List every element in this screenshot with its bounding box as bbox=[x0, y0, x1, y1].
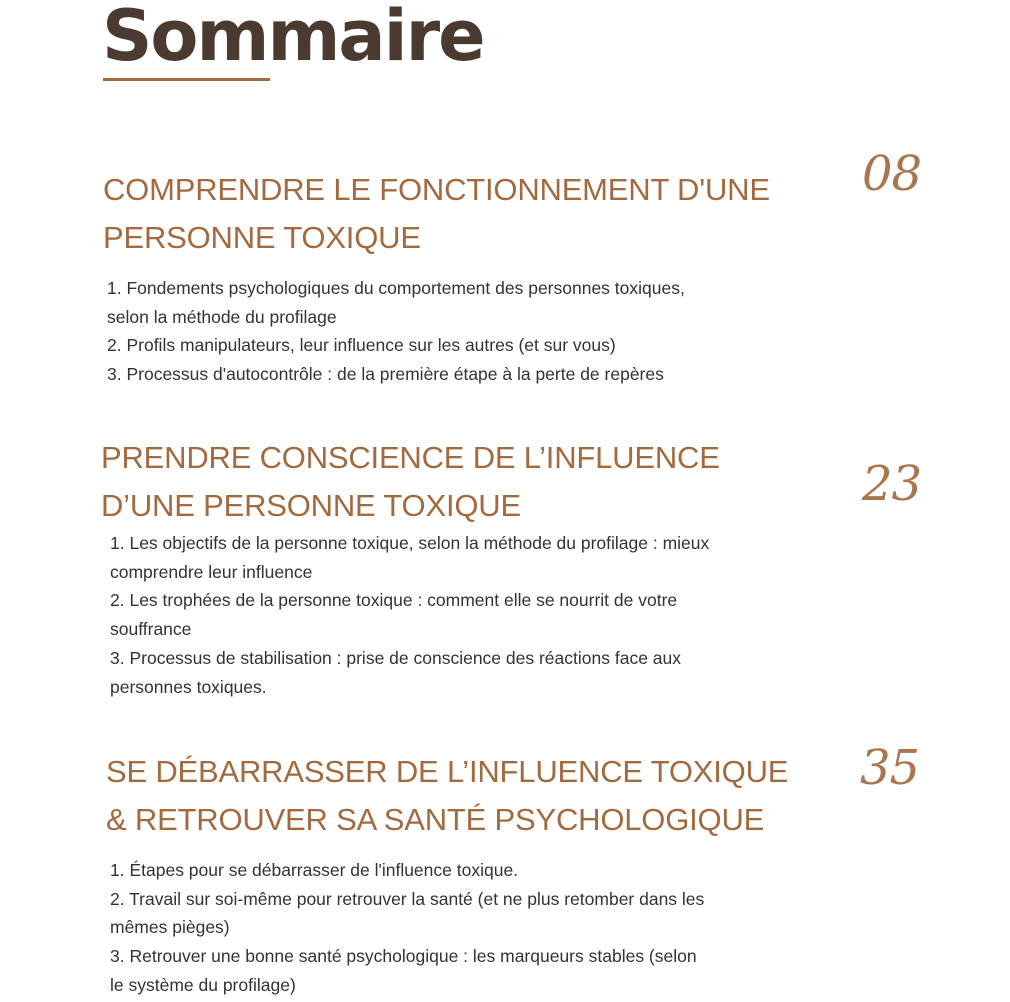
section-2-item-list bbox=[110, 529, 800, 701]
section-1-heading-line-1: COMPRENDRE LE FONCTIONNEMENT D'UNE bbox=[103, 172, 770, 207]
section-2-heading[interactable] bbox=[101, 434, 791, 530]
toc-section-2 bbox=[101, 434, 791, 701]
page-title: Sommaire bbox=[102, 0, 484, 77]
section-1-item-list bbox=[107, 274, 787, 389]
section-1-item-line: 3. Processus d'autocontrôle : de la première étape à la perte de repères bbox=[107, 364, 664, 385]
section-3-item-list bbox=[110, 856, 790, 1000]
section-2-item-line: personnes toxiques. bbox=[110, 676, 267, 697]
title-underline bbox=[103, 78, 270, 81]
section-1-item-line: selon la méthode du profilage bbox=[107, 306, 337, 327]
section-2-item-line: 2. Les trophées de la personne toxique : comment elle se nourrit de votre bbox=[110, 590, 678, 611]
toc-section-1 bbox=[103, 166, 783, 389]
section-1-heading[interactable] bbox=[103, 166, 783, 262]
section-3-item-line: 2. Travail sur soi-même pour retrouver la santé (et ne plus retomber dans les bbox=[110, 888, 705, 909]
section-2-page-number[interactable]: 23 bbox=[862, 456, 922, 512]
section-3-item-line: le système du profilage) bbox=[110, 974, 296, 995]
toc-section-3 bbox=[106, 748, 789, 1000]
section-1-item-line: 2. Profils manipulateurs, leur influence sur les autres (et sur vous) bbox=[107, 335, 616, 356]
section-3-heading-line-1: SE DÉBARRASSER DE L’INFLUENCE TOXIQUE bbox=[106, 754, 789, 789]
section-1-heading-line-2: PERSONNE TOXIQUE bbox=[103, 220, 421, 255]
section-3-heading-line-2: & RETROUVER SA SANTÉ PSYCHOLOGIQUE bbox=[106, 802, 765, 837]
section-3-item-line: 1. Étapes pour se débarrasser de l'influence toxique. bbox=[110, 860, 519, 880]
section-2-heading-line-1: PRENDRE CONSCIENCE DE L’INFLUENCE bbox=[101, 440, 720, 475]
section-2-item-line: souffrance bbox=[110, 619, 192, 640]
section-2-heading-line-2: D’UNE PERSONNE TOXIQUE bbox=[101, 488, 521, 523]
section-2-item-line: 3. Processus de stabilisation : prise de conscience des réactions face aux bbox=[110, 647, 682, 668]
section-3-page-number[interactable]: 35 bbox=[860, 740, 920, 796]
section-3-item-line: 3. Retrouver une bonne santé psychologique : les marqueurs stables (selon bbox=[110, 946, 697, 967]
section-1-item-line: 1. Fondements psychologiques du comportement des personnes toxiques, bbox=[107, 278, 685, 298]
section-2-item-line: comprendre leur influence bbox=[110, 561, 313, 582]
section-3-item-line: mêmes pièges) bbox=[110, 917, 230, 938]
section-1-page-number[interactable]: 08 bbox=[862, 146, 922, 202]
section-2-item-line: 1. Les objectifs de la personne toxique, selon la méthode du profilage : mieux bbox=[110, 533, 710, 553]
section-3-heading[interactable] bbox=[106, 748, 789, 844]
